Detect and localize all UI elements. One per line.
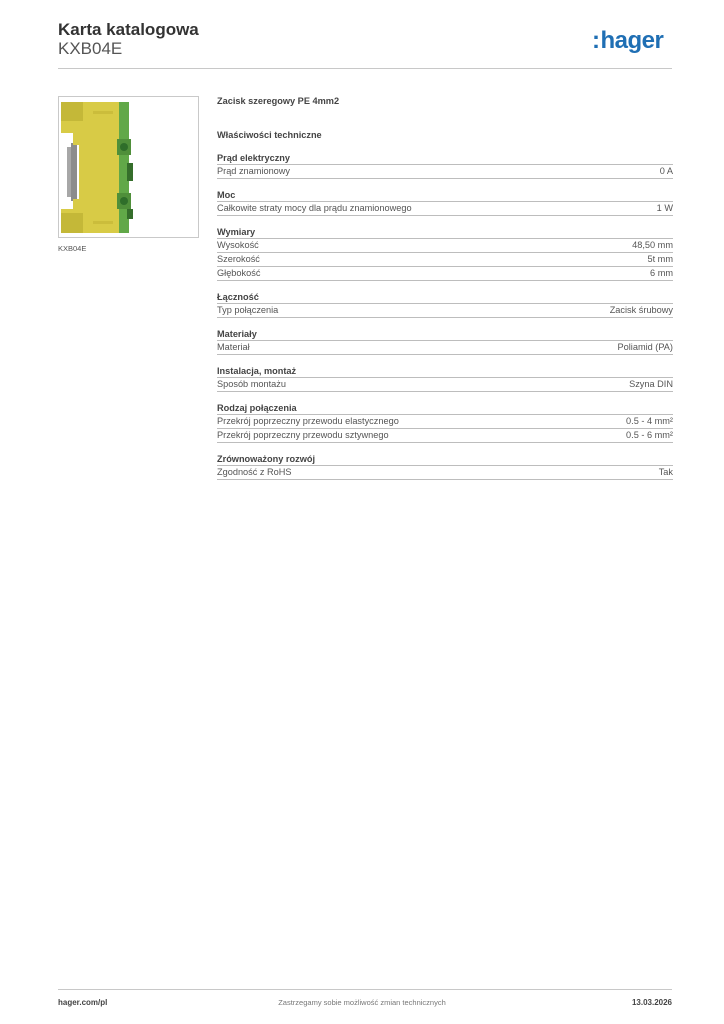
spec-value: Zacisk śrubowy bbox=[609, 305, 673, 315]
specification-section bbox=[217, 96, 673, 490]
spec-value: Szyna DIN bbox=[629, 379, 673, 389]
spec-name: Materiał bbox=[217, 342, 250, 352]
terminal-block-image bbox=[59, 97, 198, 237]
page-title: Karta katalogowa bbox=[58, 20, 199, 39]
spec-group-connectivity bbox=[217, 291, 673, 318]
spec-value: Poliamid (PA) bbox=[617, 342, 673, 352]
footer-date: 13.03.2026 bbox=[631, 998, 672, 1007]
spec-group-sustainability bbox=[217, 453, 673, 480]
spec-name: Sposób montażu bbox=[217, 379, 286, 389]
spec-value: 0 A bbox=[659, 166, 673, 176]
spec-group-title: Rodzaj połączenia bbox=[217, 402, 673, 415]
spec-name: Prąd znamionowy bbox=[217, 166, 291, 176]
spec-name: Całkowite straty mocy dla prądu znamionowego bbox=[217, 203, 412, 213]
spec-value: 5t mm bbox=[647, 254, 673, 264]
spec-group-installation bbox=[217, 365, 673, 392]
spec-row bbox=[217, 165, 673, 179]
spec-value: 0.5 - 4 mm² bbox=[626, 416, 673, 426]
spec-row bbox=[217, 429, 673, 443]
spec-group-title: Wymiary bbox=[217, 226, 673, 239]
spec-value: 6 mm bbox=[650, 268, 673, 278]
spec-group-current bbox=[217, 152, 673, 179]
spec-row bbox=[217, 202, 673, 216]
spec-group-connection-type bbox=[217, 402, 673, 443]
spec-row bbox=[217, 239, 673, 253]
spec-name: Przekrój poprzeczny przewodu elastycznego bbox=[217, 416, 399, 426]
product-image-caption: KXB04E bbox=[58, 244, 87, 253]
product-name: Zacisk szeregowy PE 4mm2 bbox=[217, 96, 340, 106]
spec-value: 48,50 mm bbox=[632, 240, 673, 250]
spec-row bbox=[217, 341, 673, 355]
header-divider bbox=[58, 68, 672, 69]
spec-row bbox=[217, 253, 673, 267]
spec-row bbox=[217, 415, 673, 429]
spec-group-title: Instalacja, montaż bbox=[217, 365, 673, 378]
footer-divider bbox=[58, 989, 672, 990]
properties-title: Właściwości techniczne bbox=[217, 130, 322, 140]
product-code: KXB04E bbox=[58, 39, 123, 58]
spec-row bbox=[217, 304, 673, 318]
spec-group-title: Prąd elektryczny bbox=[217, 152, 673, 165]
spec-row bbox=[217, 466, 673, 480]
spec-name: Przekrój poprzeczny przewodu sztywnego bbox=[217, 430, 389, 440]
footer-url-link[interactable]: hager.com/pl bbox=[58, 998, 108, 1007]
spec-group-dimensions bbox=[217, 226, 673, 281]
spec-group-title: Łączność bbox=[217, 291, 673, 304]
spec-name: Wysokość bbox=[217, 240, 259, 250]
spec-value: 1 W bbox=[656, 203, 673, 213]
logo-text: hager bbox=[600, 27, 664, 54]
footer-disclaimer: Zastrzegamy sobie możliwość zmian technicznych bbox=[278, 998, 446, 1007]
spec-row bbox=[217, 378, 673, 392]
logo-dots-icon: : bbox=[592, 27, 600, 54]
spec-name: Szerokość bbox=[217, 254, 260, 264]
spec-value: 0.5 - 6 mm² bbox=[626, 430, 673, 440]
spec-group-title: Materiały bbox=[217, 328, 673, 341]
product-image-frame bbox=[58, 96, 199, 238]
hager-logo[interactable] bbox=[592, 27, 663, 55]
spec-group-power bbox=[217, 189, 673, 216]
spec-group-title: Moc bbox=[217, 189, 673, 202]
spec-value: Tak bbox=[658, 467, 673, 477]
spec-name: Typ połączenia bbox=[217, 305, 279, 315]
spec-name: Zgodność z RoHS bbox=[217, 467, 292, 477]
spec-row bbox=[217, 267, 673, 281]
spec-group-title: Zrównoważony rozwój bbox=[217, 453, 673, 466]
spec-group-materials bbox=[217, 328, 673, 355]
spec-name: Głębokość bbox=[217, 268, 261, 278]
